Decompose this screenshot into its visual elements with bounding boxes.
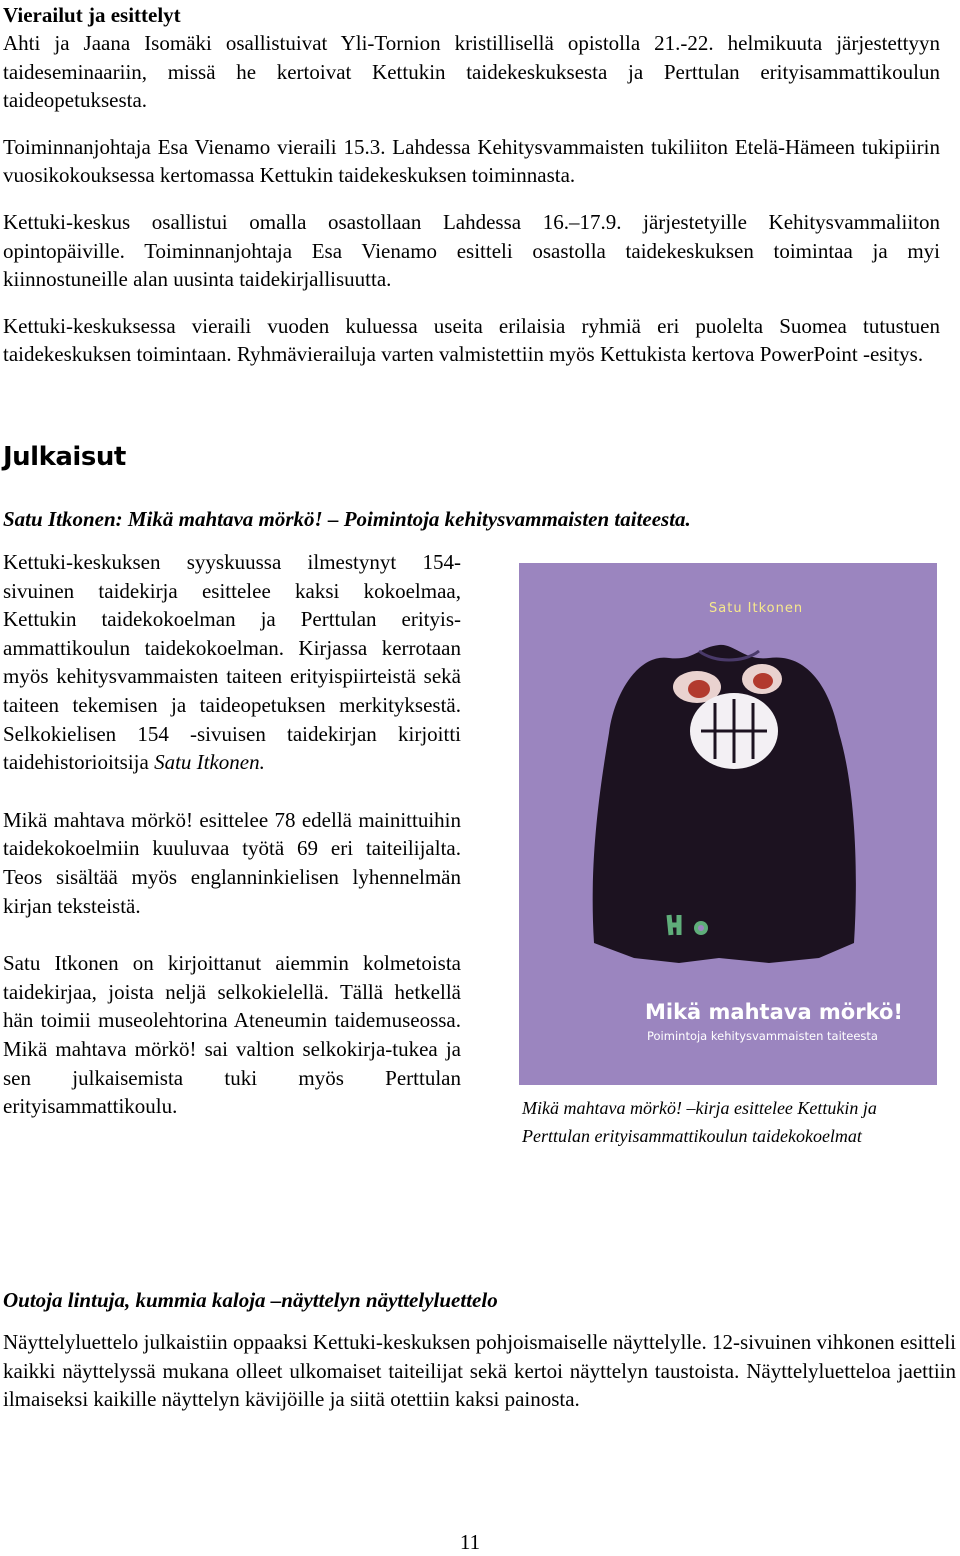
- paragraph: Kettuki-keskus osallistui omalla osastollaan Lahdessa 16.–17.9. järjestetyille Kehitysvammaliiton opintopäiville. Toiminnanjohtaja Esa Vienamo esitteli osastolla taidekeskuksen toimintaa ja myi kiinnostuneille alan uusinta taidekirjallisuutta.: [3, 209, 940, 292]
- cover-subtitle: Poimintoja kehitysvammaisten taiteesta: [647, 1029, 878, 1043]
- section-visits: [3, 1, 940, 369]
- section-heading-publications: Julkaisut: [3, 442, 126, 472]
- paragraph: Mikä mahtava mörkö! esittelee 78 edellä mainittuihin taidekokoelmiin kuuluvaa työtä 69 eri taiteilijalta. Teos sisältää myös englanninkielisen lyhennelmän kirjan teksteistä.: [3, 807, 461, 918]
- image-caption: Mikä mahtava mörkö! –kirja esittelee Kettukin ja Perttulan erityisammattikoulun taidekokoelmat: [522, 1098, 877, 1146]
- cover-author: Satu Itkonen: [709, 601, 804, 616]
- paragraph: Ahti ja Jaana Isomäki osallistuivat Yli-Tornion kristillisellä opistolla 21.-22. helmikuuta järjestettyyn taideseminaariin, missä he kertoivat Kettukin taidekeskuksesta ja Perttulan erityisammattikoulun taideopetuksesta.: [3, 31, 940, 113]
- book-cover-image: [519, 563, 937, 1085]
- catalogue-text: [3, 1328, 956, 1414]
- paragraph-text: Kettuki-keskuksen syyskuussa ilmestynyt 154-sivuinen taidekirja esittelee kaksi kokoelmaa, Kettukin taidekokoelman ja Perttulan erityis-ammattikoulun taidekokoelman. Kirjassa kerrotaan myös kehitysvammaisten taiteen erityispiirteistä sekä taiteen tekemisen ja taideopetuksen merkityksestä. Selkokielisen 154 -sivuisen taidekirjan kirjoitti taidehistorioitsija: [3, 550, 461, 775]
- paragraph: Toiminnanjohtaja Esa Vienamo vieraili 15.3. Lahdessa Kehitysvammaisten tukiliiton Etelä-Hämeen tukipiirin vuosikokouksessa kertomassa Kettukin taidekeskuksen toiminnasta.: [3, 134, 940, 188]
- author-name: Satu Itkonen.: [154, 750, 265, 775]
- paragraph: Näyttelyluettelo julkaistiin oppaaksi Kettuki-keskuksen pohjoismaiselle näyttelylle. 12-sivuinen vihkonen esitteli kaikki näyttelyssä mukana olleet ulkomaiset taiteilijat sekä kertoi näyttelyn taustoista. Näyttelyluetteloa jaettiin ilmaiseksi kaikille näyttelyn kävijöille ja siitä otettiin kaksi painosta.: [3, 1330, 956, 1412]
- section-heading-catalogue: Outoja lintuja, kummia kaloja –näyttelyn näyttelyluettelo: [3, 1288, 498, 1312]
- paragraph: Satu Itkonen on kirjoittanut aiemmin kolmetoista taidekirjaa, joista neljä selkokielellä. Tällä hetkellä hän toimii museolehtorina Ateneumin taidemuseossa. Mikä mahtava mörkö! sai valtion selkokirja-tukea ja sen julkaisemista tuki myös Perttulan erityisammattikoulu.: [3, 951, 461, 1119]
- book-description: [3, 548, 461, 1121]
- page-number: 11: [459, 1530, 481, 1554]
- section-heading-visits: Vierailut ja esittelyt: [3, 3, 181, 27]
- paragraph: [3, 548, 461, 777]
- book-title: Satu Itkonen: Mikä mahtava mörkö! – Poimintoja kehitysvammaisten taiteesta.: [3, 507, 691, 531]
- cover-title: Mikä mahtava mörkö!: [645, 1000, 903, 1024]
- paragraph: Kettuki-keskuksessa vieraili vuoden kuluessa useita erilaisia ryhmiä eri puolelta Suomea tutustuen taidekeskuksen toimintaan. Ryhmävierailuja varten valmistettiin myös Kettukista kertova PowerPoint -esitys.: [3, 313, 940, 367]
